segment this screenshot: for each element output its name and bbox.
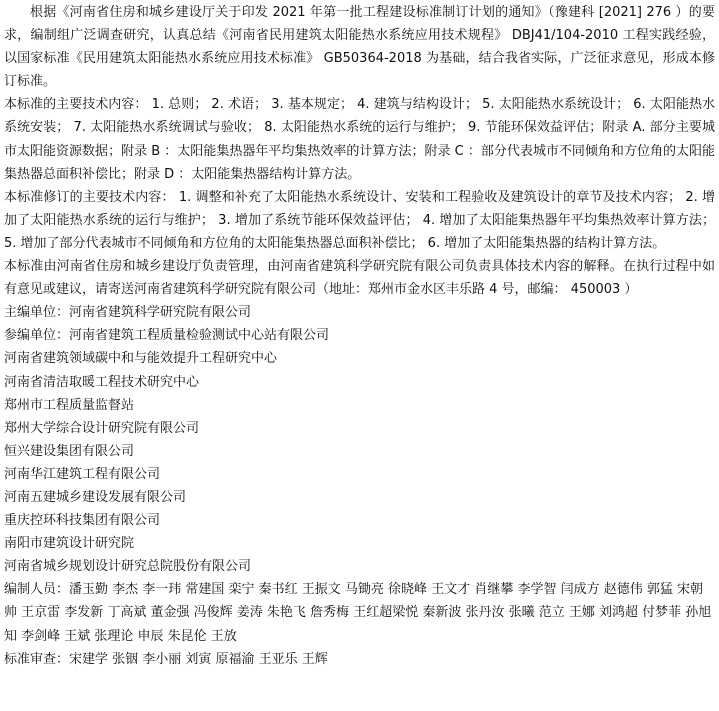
chief-unit-line: 主编单位：河南省建筑科学研究院有限公司 — [4, 305, 252, 321]
drafters-list: 编制人员：潘玉勤 李杰 李一玮 常建国 栾宁 秦书红 王振文 马锄亮 徐晓峰 王文才 肖继攀 李学智 闫成方 赵德伟 郭猛 宋朝帅 王京雷 李发新 丁高斌 董金强 冯俊辉 姜涛 朱艳飞 詹秀梅 王红超梁悦 秦新波 张丹汝 张曦 范立 王娜 刘鸿超 付梦菲 孙旭知 李剑峰 王斌 张理论 申辰 朱昆伦 王放 — [4, 582, 712, 644]
participating-unit-line: 河南五建城乡建设发展有限公司 — [4, 489, 187, 505]
participating-unit-line: 河南省清洁取暖工程技术研究中心 — [4, 374, 200, 390]
participating-unit-line: 河南华江建筑工程有限公司 — [4, 466, 161, 482]
participating-unit-line: 河南省建筑领域碳中和与能效提升工程研究中心 — [4, 351, 278, 367]
participating-unit-line: 恒兴建设集团有限公司 — [4, 443, 135, 459]
reviewers-line: 标准审查：宋建学 张铟 李小丽 刘寅 原福渝 王亚乐 王辉 — [4, 651, 328, 667]
participating-unit-line: 南阳市建筑设计研究院 — [4, 536, 135, 552]
management-paragraph: 本标准由河南省住房和城乡建设厅负责管理，由河南省建筑科学研究院有限公司负责具体技术内容的解释。在执行过程中如有意见或建议，请寄送河南省建筑科学研究院有限公司（地址：郑州市金水区丰乐路 4 号，邮编： 450003 ） — [4, 259, 715, 298]
participating-unit-line: 参编单位：河南省建筑工程质量检验测试中心站有限公司 — [4, 328, 330, 344]
participating-unit-line: 河南省城乡规划设计研究总院股份有限公司 — [4, 559, 252, 575]
participating-unit-line: 重庆控环科技集团有限公司 — [4, 513, 161, 529]
participating-unit-line: 郑州大学综合设计研究院有限公司 — [4, 420, 200, 436]
intro-paragraph: 根据《河南省住房和城乡建设厅关于印发 2021 年第一批工程建设标准制订计划的通知》（豫建科 [2021] 276 ）的要求，编制组广泛调查研究，认真总结《河南省民用建筑太阳能热水系统应用技术规程》 DBJ41/104-2010 工程实践经验，以国家标准《民用建筑太阳能热水系统应用技术标准》 GB50364-2018 为基础，结合我省实际，广泛征求意见，形成本修订标准。 — [4, 5, 715, 90]
participating-unit-line: 郑州市工程质量监督站 — [4, 397, 135, 413]
main-content-paragraph: 本标准的主要技术内容： 1. 总则； 2. 术语； 3. 基本规定； 4. 建筑与结构设计； 5. 太阳能热水系统设计； 6. 太阳能热水系统安装； 7. 太阳能热水系统调试与验收； 8. 太阳能热水系统的运行与维护； 9. 节能环保效益评估；附录 A. 部分主要城市太阳能资源数据；附录 B ：太阳能集热器年平均集热效率的计算方法；附录 C ：部分代表城市不同倾角和方位角的太阳能集热器总面积补偿比；附录 D ：太阳能集热器结构计算方法。 — [4, 97, 715, 182]
revision-content-paragraph: 本标准修订的主要技术内容： 1. 调整和补充了太阳能热水系统设计、安装和工程验收及建筑设计的章节及技术内容； 2. 增加了太阳能热水系统的运行与维护； 3. 增加了系统节能环保效益评估； 4. 增加了太阳能集热器年平均集热效率计算方法； 5. 增加了部分代表城市不同倾角和方位角的太阳能集热器总面积补偿比； 6. 增加了太阳能集热器的结构计算方法。 — [4, 189, 715, 251]
